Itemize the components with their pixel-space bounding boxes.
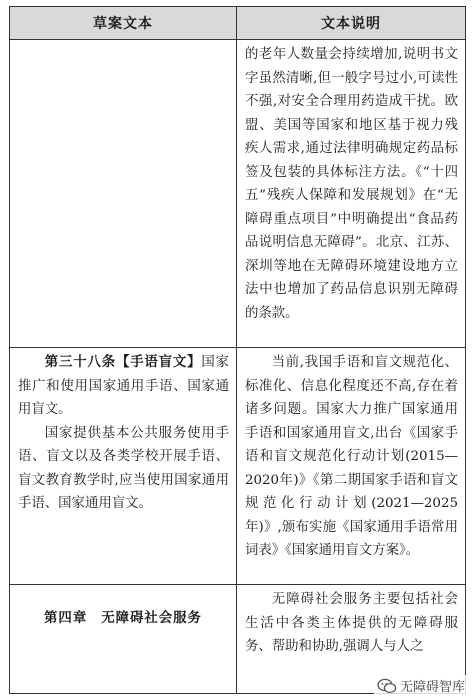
chapter-number: 第四章 <box>44 611 88 626</box>
chapter-heading <box>10 585 236 626</box>
article-paragraph: 国家提供基本公共服务使用手语、盲文以及各类学校开展手语、盲文教育教学时,应当使用国家通用手语、国家通用盲文。 <box>18 425 229 511</box>
explanation-paragraph: 无障碍社会服务主要包括社会生活中各类主体提供的无障碍服务、帮助和协助,强调人与人之 <box>245 592 458 654</box>
table-row <box>10 348 466 585</box>
explanation-paragraph: 的老年人数量会持续增加,说明书文字虽然清晰,但一般字号过小,可读性不强,对安全合理用药造成干扰。欧盟、美国等国家和地区基于视力残疾人需求,通过法律明确规定药品标签及包装的具体标注方法。《“十四五”残疾人保障和发展规划》在“无障碍重点项目”中明确提出“食品药品说明信息无障碍”。北京、江苏、深圳等地在无障碍环境建设地方立法中也增加了药品信息识别无障碍的条款。 <box>245 47 458 321</box>
table-row <box>10 40 466 348</box>
comparison-table <box>9 6 466 694</box>
article-title: 第三十八条【手语盲文】 <box>44 355 202 370</box>
watermark-text: 无障碍智库 <box>399 680 465 695</box>
draft-cell <box>10 348 237 585</box>
chapter-cell <box>10 585 237 694</box>
table-header-row <box>10 7 466 40</box>
chapter-title: 无障碍社会服务 <box>101 611 202 626</box>
article-text: 国家推广和使用国家通用手语、国家通用盲文。 <box>18 355 229 417</box>
header-explanation: 文本说明 <box>237 7 466 40</box>
watermark <box>374 675 468 696</box>
explanation-paragraph: 当前,我国手语和盲文规范化、标准化、信息化程度还不高,存在着诸多问题。国家大力推广国家通用手语和国家通用盲文,出台《国家手语和盲文规范化行动计划(2015—2020年)》《第二期国家手语和盲文规范化行动计划(2021—2025年)》,颁布实施《国家通用手语常用词表》《国家通用盲文方案》。 <box>245 355 458 558</box>
explanation-cell <box>237 348 466 585</box>
wechat-icon <box>377 678 397 694</box>
article-paragraph <box>18 351 229 422</box>
explanation-cell <box>237 40 466 348</box>
header-draft-text: 草案文本 <box>10 7 237 40</box>
draft-cell-empty <box>10 40 237 348</box>
